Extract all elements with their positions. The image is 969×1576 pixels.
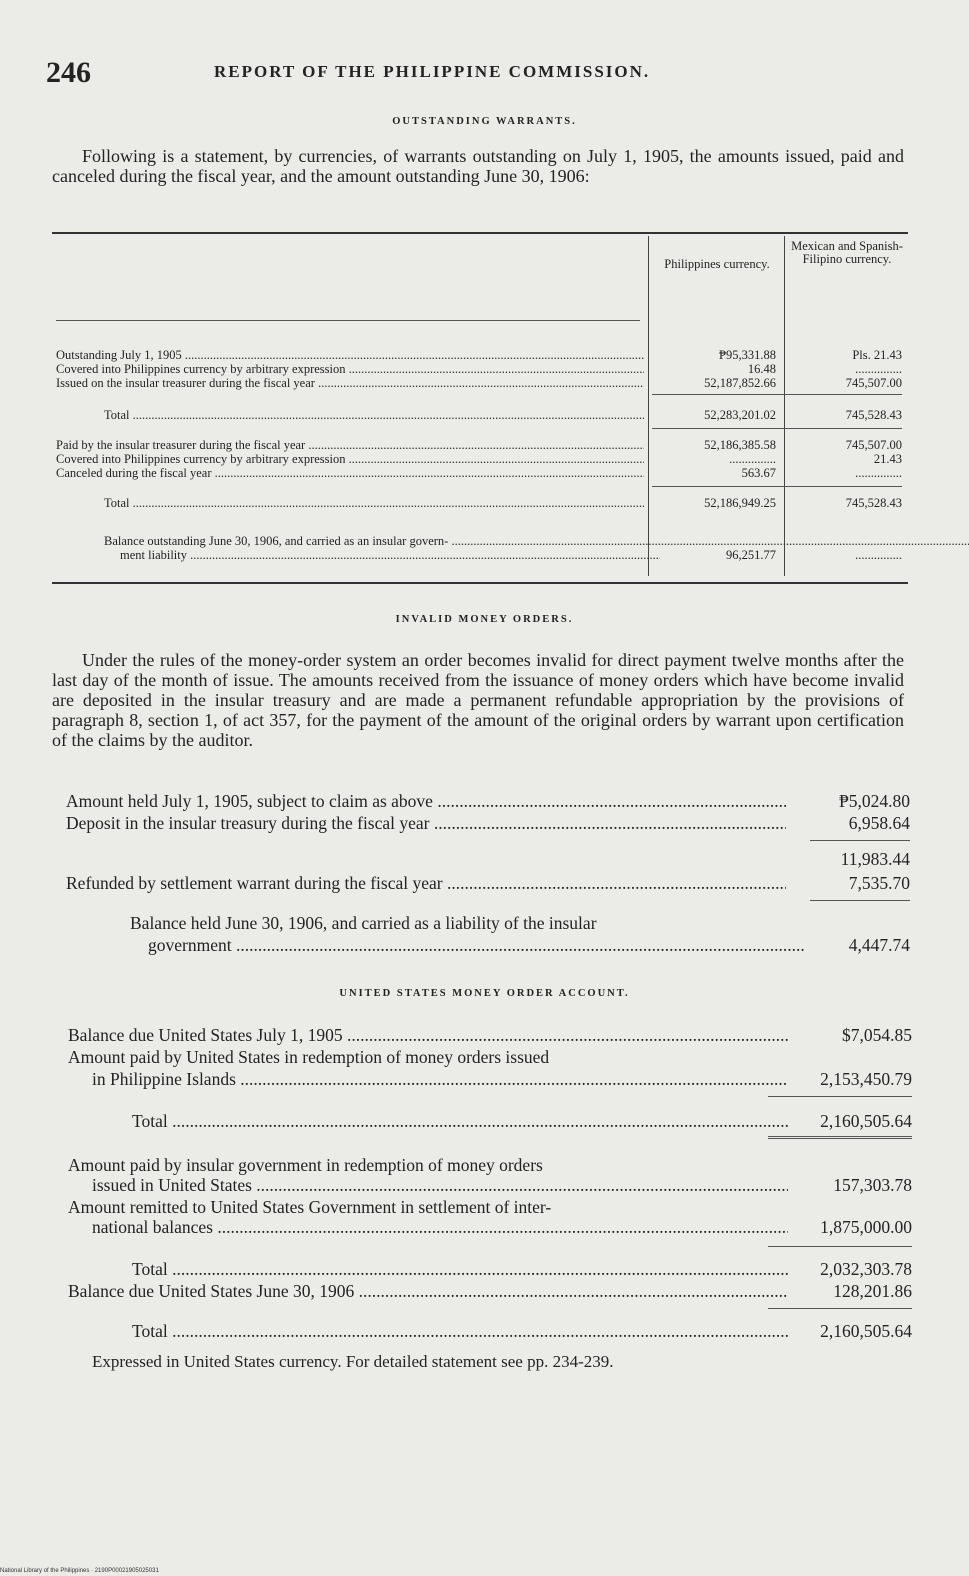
ledger-row-total: Total ..... 2,032,303.78 [68, 1258, 912, 1280]
ledger-row-balance: Balance held June 30, 1906, and carried as a liability of the insular [130, 913, 597, 933]
col-header-mexican: Mexican and Spanish-Filipino currency. [791, 239, 903, 266]
section-title-invalid-money-orders: INVALID MONEY ORDERS. [395, 614, 574, 625]
ledger-row: Amount paid by insular government in redemption of money orders [68, 1155, 543, 1175]
warrants-table [52, 232, 908, 590]
ledger-row: Balance due United States June 30, 1906 ..... 128,201.86 [68, 1280, 912, 1302]
intro-text: Under the rules of the money-order system an order becomes invalid for direct payment twelve months after the last day of the month of issue. The amounts received from the issuance of money orders which have become invalid are deposited in the insular treasury and are made a permanent refundable appropriation by the provisions of paragraph 8, section 1, of act 357, for the payment of the amount of the original orders by warrant upon certification of the claims by the auditor. [52, 650, 904, 750]
scan-attribution: National Library of the Philippines · 2190P00021905025031 [0, 1568, 159, 1574]
ledger-row-cont: national balances ..... 1,875,000.00 [68, 1216, 912, 1238]
section-title-outstanding-warrants: OUTSTANDING WARRANTS. [392, 116, 577, 127]
ledger-row: Refunded by settlement warrant during the fiscal year ..... 7,535.70 [66, 872, 910, 894]
ledger-row-total: Total ..... 2,160,505.64 [68, 1110, 912, 1132]
footnote: Expressed in United States currency. For detailed statement see pp. 234-239. [92, 1352, 614, 1371]
invalid-money-orders-intro [52, 650, 904, 750]
ledger-row: Amount held July 1, 1905, subject to claim as above ..... ₱5,024.80 [66, 790, 910, 812]
table-row-balance: Balance outstanding June 30, 1906, and carried as an insular govern- ..... [52, 534, 908, 564]
ledger-row-subtotal: 11,983.44 [840, 849, 910, 869]
running-title: REPORT OF THE PHILIPPINE COMMISSION. [214, 62, 651, 81]
ledger-row: Deposit in the insular treasury during the fiscal year ..... 6,958.64 [66, 812, 910, 834]
ledger-row: Balance due United States July 1, 1905 ..... $7,054.85 [68, 1024, 912, 1046]
table-row: Issued on the insular treasurer during the fiscal year ..... 52,187,852.66 745,507.00 [52, 376, 908, 390]
table-row: Covered into Philippines currency by arbitrary expression ..... ..... 21.43 [52, 452, 908, 466]
col-header-philippines: Philippines currency. [664, 257, 770, 271]
page-header [42, 56, 922, 96]
table-row-total: Total ..... 52,186,949.25 745,528.43 [52, 496, 908, 510]
ledger-row-balance-cont: government ..... 4,447.74 [66, 934, 910, 956]
table-row-total: Total ..... 52,283,201.02 745,528.43 [52, 408, 908, 422]
table-row: Canceled during the fiscal year ..... 563.67 ..... [52, 466, 908, 480]
outstanding-warrants-intro [52, 146, 904, 186]
table-row: Outstanding July 1, 1905 ..... ₱95,331.88 Pls. 21.43 [52, 348, 908, 362]
ledger-row: Amount remitted to United States Government in settlement of inter- [68, 1197, 552, 1217]
table-row-balance-cont: ment liability ..... 96,251.77 ..... [52, 548, 908, 562]
section-title-us-money-order-account: UNITED STATES MONEY ORDER ACCOUNT. [339, 988, 630, 999]
page-number: 246 [46, 56, 91, 89]
ledger-row-cont: in Philippine Islands ..... 2,153,450.79 [68, 1068, 912, 1090]
table-row: Covered into Philippines currency by arbitrary expression ..... 16.48 ..... [52, 362, 908, 376]
table-row: Paid by the insular treasurer during the fiscal year ..... 52,186,385.58 745,507.00 [52, 438, 908, 452]
ledger-row-cont: issued in United States ..... 157,303.78 [68, 1174, 912, 1196]
ledger-row-total: Total ..... 2,160,505.64 [68, 1320, 912, 1342]
ledger-row: Amount paid by United States in redemption of money orders issued [68, 1047, 550, 1067]
intro-text: Following is a statement, by currencies, of warrants outstanding on July 1, 1905, the amounts issued, paid and canceled during the fiscal year, and the amount outstanding June 30, 1906: [52, 146, 904, 186]
